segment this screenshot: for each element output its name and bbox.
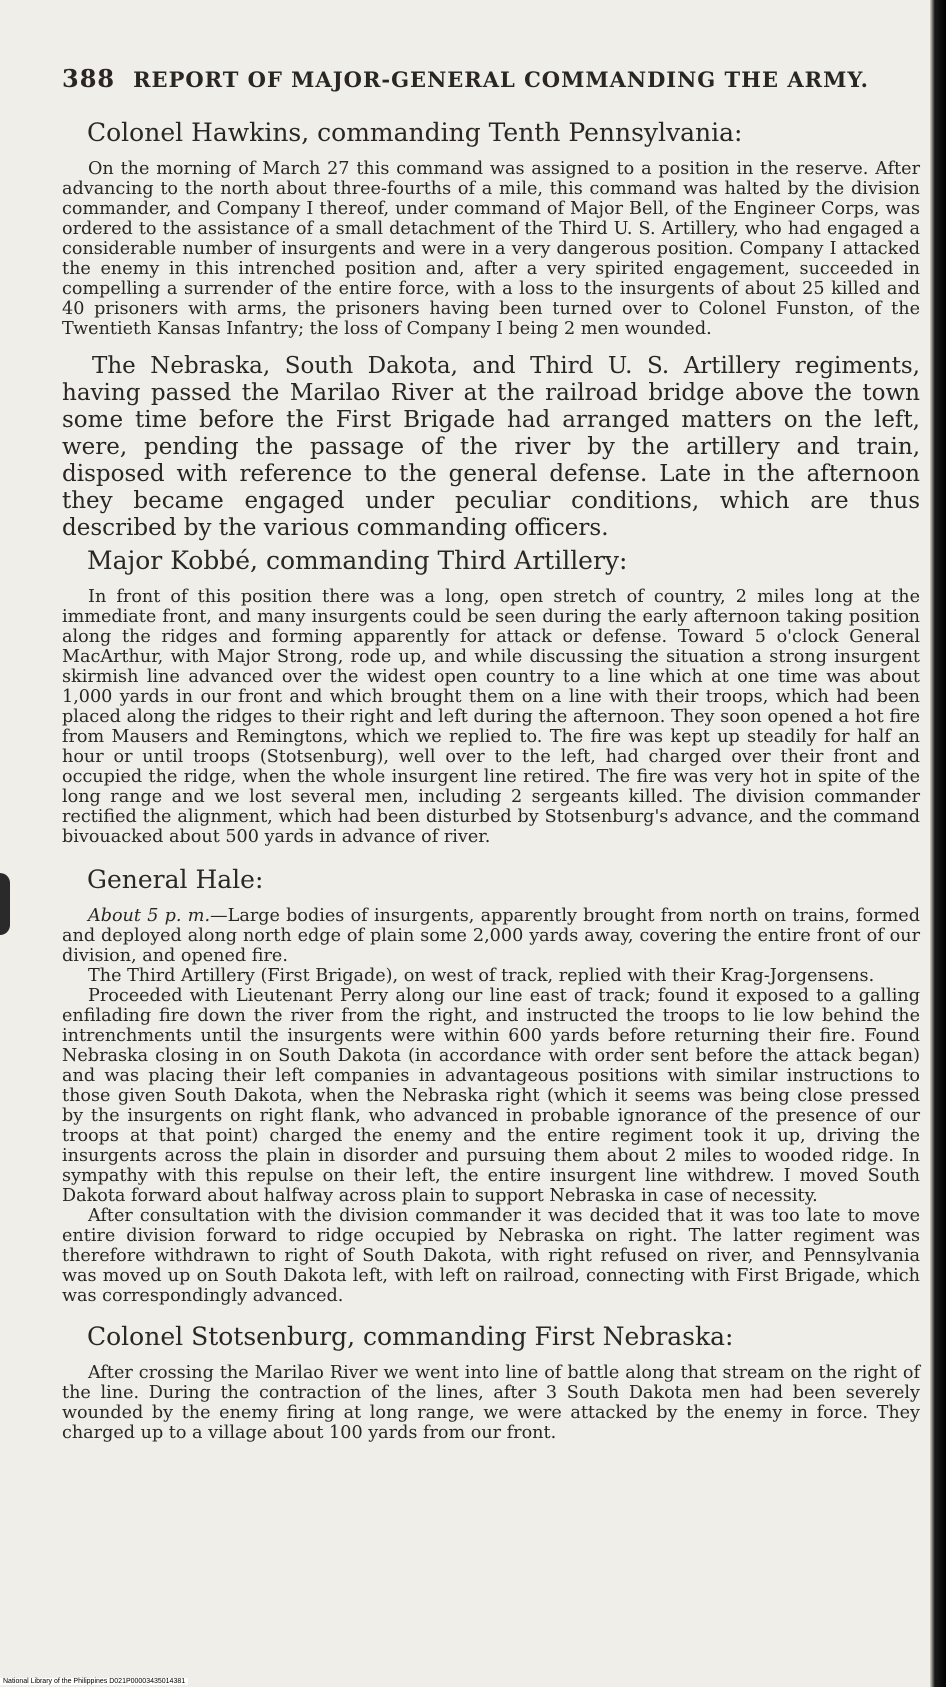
narrative-paragraph: The Nebraska, South Dakota, and Third U. S. Artillery regiments, having passed the Marilao River at the railroad bridge above the town some time before the First Brigade had arranged matters on the left, were, pending the passage of the river by the artillery and train, disposed with reference to the general defense. Late in the afternoon they became engaged under peculiar conditions, which are thus described by the various commanding officers. bbox=[62, 353, 920, 541]
hale-time: About 5 p. m. bbox=[88, 906, 211, 926]
archive-footer: National Library of the Philippines D021P00003435014381 bbox=[0, 1678, 188, 1685]
kobbe-report: In front of this position there was a long, open stretch of country, 2 miles long at the immediate front, and many insurgents could be seen during the early afternoon taking position along the ridges and forming apparently for attack or defense. Toward 5 o'clock General MacArthur, with Major Strong, rode up, and while discussing the situation a strong insurgent skirmish line advanced over the widest open country to a line which at one time was about 1,000 yards in our front and which brought them on a line with their troops, which had been placed along the ridges to their right and left during the afternoon. They soon opened a hot fire from Mausers and Remingtons, which we replied to. The fire was kept up steadily for half an hour or until troops (Stotsenburg), well over to the left, had charged over their front and occupied the ridge, when the whole insurgent line retired. The fire was very hot in spite of the long range and we lost several men, including 2 sergeants killed. The division commander rectified the alignment, which had been disturbed by Stotsenburg's advance, and the command bivouacked about 500 yards in advance of river. bbox=[62, 587, 920, 847]
hale-report-2: The Third Artillery (First Brigade), on west of track, replied with their Krag-Jorgensens. bbox=[88, 966, 875, 986]
section-heading-kobbe: Major Kobbé, commanding Third Artillery: bbox=[87, 546, 628, 575]
binding-mark bbox=[0, 873, 10, 935]
hale-report-4: After consultation with the division commander it was decided that it was too late to move entire division forward to ridge occupied by Nebraska on right. The latter regiment was therefore withdrawn to right of South Dakota, with right refused on river, and Pennsylvania was moved up on South Dakota left, with left on railroad, connecting with First Brigade, which was correspondingly advanced. bbox=[62, 1206, 920, 1306]
page-edge-shadow bbox=[930, 0, 946, 1687]
section-heading-hale: General Hale: bbox=[87, 865, 264, 894]
page-header bbox=[62, 64, 872, 93]
section-heading-stotsenburg: Colonel Stotsenburg, commanding First Nebraska: bbox=[87, 1322, 734, 1351]
page-body bbox=[62, 104, 920, 1443]
hale-report-3: Proceeded with Lieutenant Perry along our line east of track; found it exposed to a galling enfilading fire down the river from the right, and instructed the troops to lie low behind the intrenchments until the insurgents were within 600 yards before returning their fire. Found Nebraska closing in on South Dakota (in accordance with order sent before the attack began) and was placing their left companies in advantageous positions with similar instructions to those given South Dakota, when the Nebraska right (which it seems was being close pressed by the insurgents on right flank, who advanced in probable ignorance of the presence of our troops at that point) charged the enemy and the entire regiment took it up, driving the insurgents across the plain in disorder and pursuing them about 2 miles to wooded ridge. In sympathy with this repulse on their left, the entire insurgent line withdrew. I moved South Dakota forward about halfway across plain to support Nebraska in case of necessity. bbox=[62, 986, 920, 1206]
stotsenburg-report: After crossing the Marilao River we went into line of battle along that stream on the right of the line. During the contraction of the lines, after 3 South Dakota men had been severely wounded by the enemy firing at long range, we were attacked by the enemy in force. They charged up to a village about 100 yards from our front. bbox=[62, 1363, 920, 1443]
section-heading-hawkins: Colonel Hawkins, commanding Tenth Pennsylvania: bbox=[87, 118, 743, 147]
hawkins-report: On the morning of March 27 this command was assigned to a position in the reserve. After advancing to the north about three-fourths of a mile, this command was halted by the division commander, and Company I thereof, under command of Major Bell, of the Engineer Corps, was ordered to the assistance of a small detachment of the Third U. S. Artillery, who had engaged a considerable number of insurgents and were in a very dangerous position. Company I attacked the enemy in this intrenched position and, after a very spirited engagement, succeeded in compelling a surrender of the entire force, with a loss to the insurgents of about 25 killed and 40 prisoners with arms, the prisoners having been turned over to Colonel Funston, of the Twentieth Kansas Infantry; the loss of Company I being 2 men wounded. bbox=[62, 159, 920, 339]
hale-report-1-text: —Large bodies of insurgents, apparently brought from north on trains, formed and deployed along north edge of plain some 2,000 yards away, covering the entire front of our division, and opened fire. bbox=[62, 906, 920, 966]
page-number: 388 bbox=[62, 64, 116, 93]
hale-report-1 bbox=[62, 906, 920, 966]
running-title: REPORT OF MAJOR-GENERAL COMMANDING THE ARMY. bbox=[133, 67, 869, 92]
